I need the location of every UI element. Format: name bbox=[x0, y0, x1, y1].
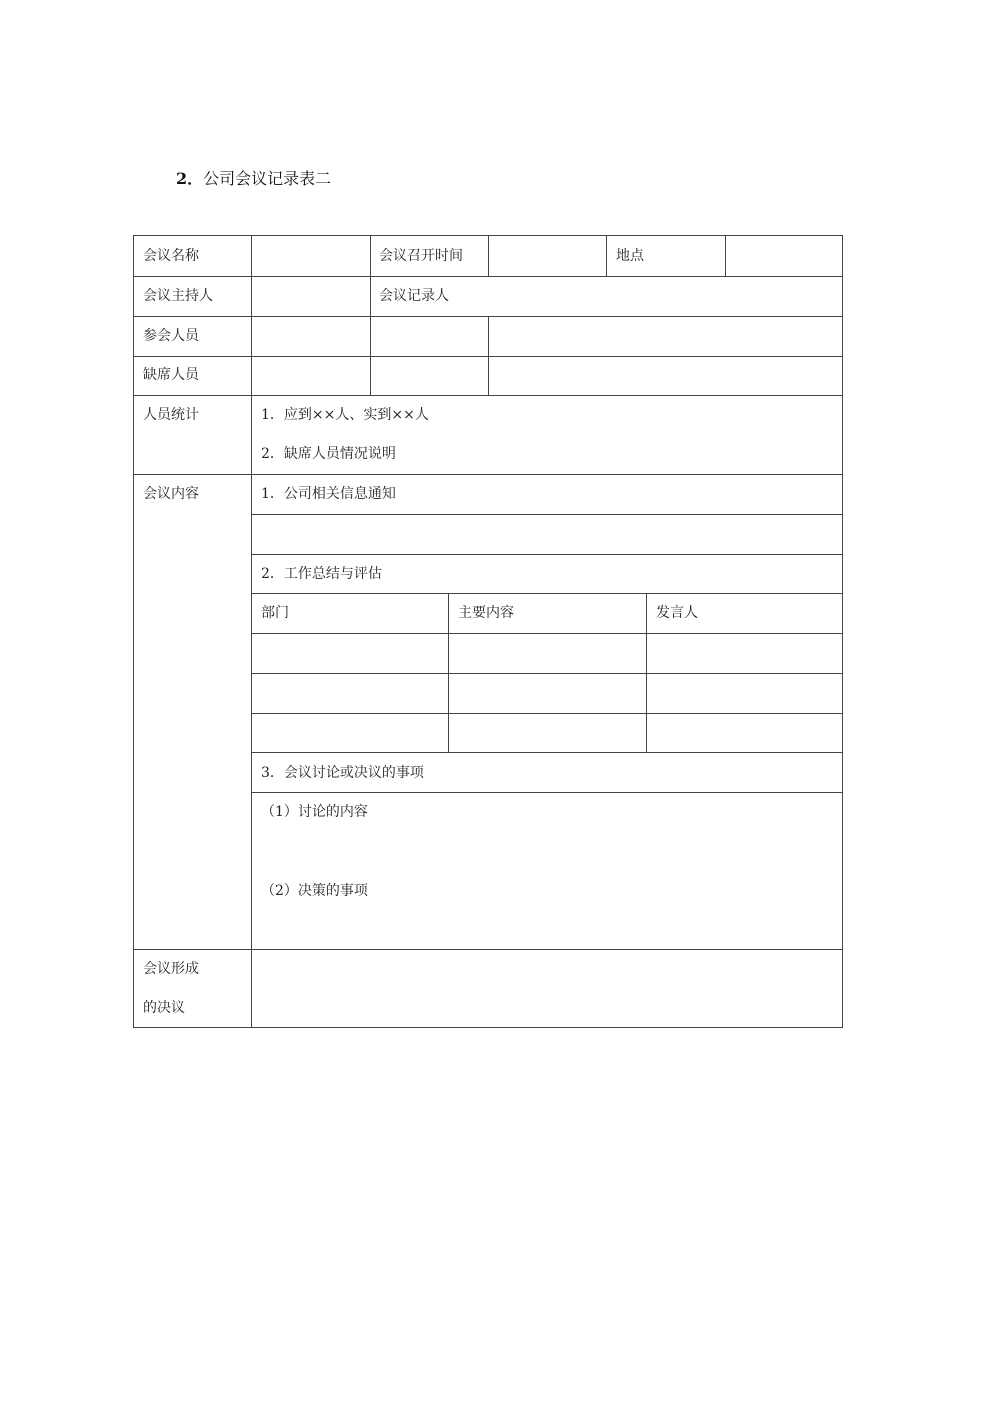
stats-line-2: 2．缺席人员情况说明 bbox=[261, 446, 396, 462]
row-divider bbox=[134, 276, 843, 277]
resolution-label-line-2: 的决议 bbox=[143, 1000, 185, 1016]
title-text: 公司会议记录表二 bbox=[203, 169, 332, 188]
attendees-label: 参会人员 bbox=[143, 328, 199, 344]
row-divider bbox=[251, 792, 843, 793]
meeting-time-label: 会议召开时间 bbox=[379, 248, 463, 264]
content-item-1: 1．公司相关信息通知 bbox=[261, 486, 396, 502]
title-number: 2． bbox=[176, 169, 204, 188]
row-divider bbox=[251, 514, 843, 515]
stats-label: 人员统计 bbox=[143, 407, 199, 423]
absentees-label: 缺席人员 bbox=[143, 367, 199, 383]
meeting-name-label: 会议名称 bbox=[143, 248, 199, 264]
column-header-main-content: 主要内容 bbox=[458, 605, 514, 621]
content-item-2: 2．工作总结与评估 bbox=[261, 566, 382, 582]
column-divider bbox=[725, 236, 726, 276]
content-sub-2: （2）决策的事项 bbox=[261, 883, 368, 899]
recorder-label: 会议记录人 bbox=[379, 288, 449, 304]
meeting-record-form bbox=[133, 235, 843, 1028]
column-divider bbox=[606, 236, 607, 276]
row-divider bbox=[251, 593, 843, 594]
column-divider bbox=[488, 236, 489, 276]
column-divider bbox=[488, 316, 489, 395]
row-divider bbox=[251, 713, 843, 714]
row-divider bbox=[251, 554, 843, 555]
column-divider bbox=[370, 236, 371, 395]
location-label: 地点 bbox=[616, 248, 644, 264]
column-divider bbox=[646, 593, 647, 752]
host-label: 会议主持人 bbox=[143, 288, 213, 304]
content-sub-1: （1）讨论的内容 bbox=[261, 804, 368, 820]
content-label: 会议内容 bbox=[143, 486, 199, 502]
column-header-speaker: 发言人 bbox=[656, 605, 698, 621]
row-divider bbox=[134, 474, 843, 475]
row-divider bbox=[251, 673, 843, 674]
column-divider bbox=[251, 236, 252, 1028]
row-divider bbox=[134, 949, 843, 950]
page-title bbox=[176, 166, 331, 189]
column-header-department: 部门 bbox=[261, 605, 289, 621]
column-divider bbox=[448, 593, 449, 752]
row-divider bbox=[251, 752, 843, 753]
row-divider bbox=[251, 633, 843, 634]
row-divider bbox=[134, 395, 843, 396]
resolution-label-line-1: 会议形成 bbox=[143, 961, 199, 977]
stats-line-1: 1．应到××人、实到××人 bbox=[261, 407, 429, 423]
content-item-3: 3．会议讨论或决议的事项 bbox=[261, 765, 424, 781]
